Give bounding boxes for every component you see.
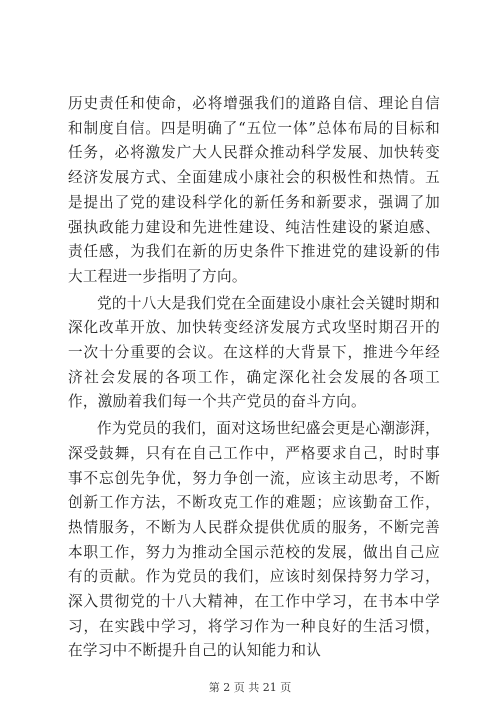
paragraph-3: 作为党员的我们，面对这场世纪盛会更是心潮澎湃，深受鼓舞，只有在自己工作中，严格要求自己，时时事事不忘创先争优，努力争创一流，应该主动思考，不断创新工作方法，不断攻克工作的难题；应该勤奋工作，热情服务，不断为人民群众提供优质的服务，不断完善本职工作，努力为推动全国示范校的发展，做出自己应有的贡献。作为党员的我们，应该时刻保持努力学习，深入贯彻党的十八大精神，在工作中学习，在书本中学习，在实践中学习，将学习作为一种良好的生活习惯，在学习中不断提升自己的认知能力和认 (68, 420, 440, 660)
paragraph-1: 历史责任和使命，必将增强我们的道路自信、理论自信和制度自信。四是明确了“五位一体”总体布局的目标和任务，必将激发广大人民群众推动科学发展、加快转变经济发展方式、全面建成小康社会的积极性和热情。五是提出了党的建设科学化的新任务和新要求，强调了加强执政能力建设和先进性建设、纯洁性建设的紧迫感、责任感，为我们在新的历史条件下推进党的建设新的伟大工程进一步指明了方向。 (68, 95, 440, 285)
paragraph-2: 党的十八大是我们党在全面建设小康社会关键时期和深化改革开放、加快转变经济发展方式攻坚时期召开的一次十分重要的会议。在这样的大背景下，推进今年经济社会发展的各项工作，确定深化社会发展的各项工作，激励着我们每一个共产党员的奋斗方向。 (68, 294, 440, 411)
document-body (68, 92, 440, 666)
page-number-footer: 第 2 页 共 21 页 (208, 681, 292, 694)
